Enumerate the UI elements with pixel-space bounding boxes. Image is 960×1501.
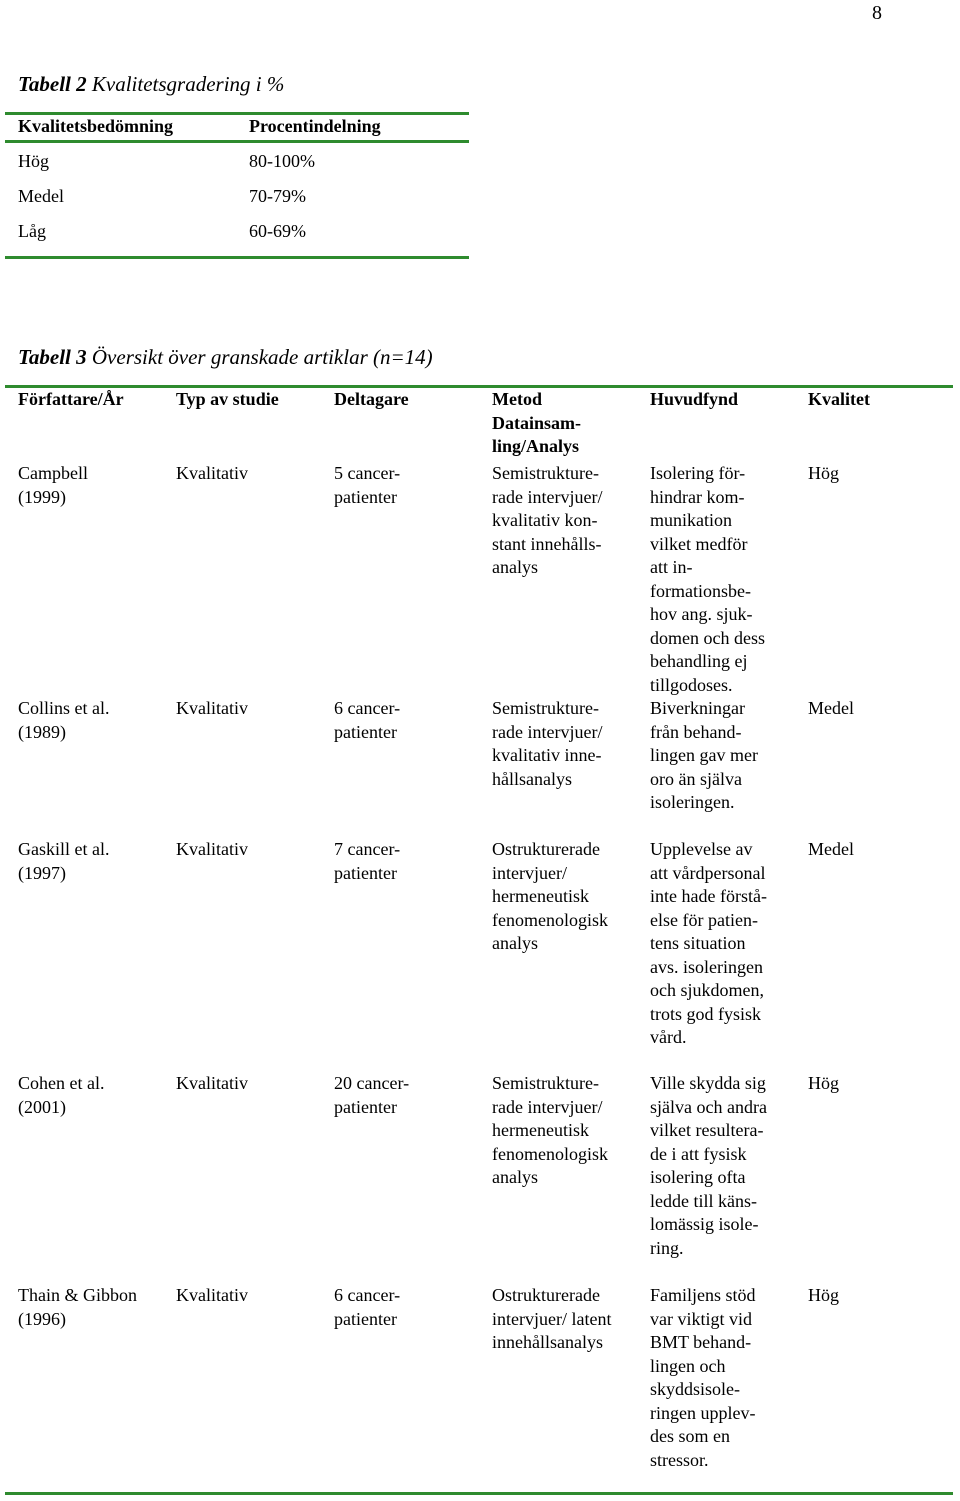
table3-cell-finding: Ville skydda sig själva och andra vilket resultera- de i att fysisk isolering ofta ledde till käns- lomässig isole- ring. xyxy=(650,1073,767,1258)
table2-bottom-rule xyxy=(5,256,469,259)
table2-title: Kvalitetsgradering i % xyxy=(91,72,285,96)
table3-cell-quality: Medel xyxy=(808,839,854,859)
table3-cell-type: Kvalitativ xyxy=(176,463,248,483)
table3-cell-method: Semistrukture- rade intervjuer/ kvalitativ inne- hållsanalys xyxy=(492,698,603,789)
table3-cell-finding: Upplevelse av att vårdpersonal inte hade förstå- else för patien- tens situation avs. isoleringen och sjukdomen, trots god fysisk vård. xyxy=(650,839,767,1047)
table2-row-label: Hög xyxy=(18,151,49,171)
table2-row-label: Låg xyxy=(18,221,46,241)
table3-header-quality: Kvalitet xyxy=(808,389,870,409)
table3-cell-type: Kvalitativ xyxy=(176,1073,248,1093)
table3-header-finding: Huvudfynd xyxy=(650,389,739,409)
table3-cell-quality: Medel xyxy=(808,698,854,718)
table3-cell-author: Gaskill et al. (1997) xyxy=(18,839,110,883)
table3-cell-method: Ostrukturerade intervjuer/ latent innehållsanalys xyxy=(492,1285,612,1352)
table3-cell-participants: 20 cancer- patienter xyxy=(334,1073,410,1117)
table2-label: Tabell 2 xyxy=(18,72,87,96)
table3-cell-participants: 6 cancer- patienter xyxy=(334,698,401,742)
table3-cell-method: Ostrukturerade intervjuer/ hermeneutisk fenomenologisk analys xyxy=(492,839,608,953)
table2-caption xyxy=(18,72,284,97)
table3-caption xyxy=(18,345,433,370)
table3-cell-type: Kvalitativ xyxy=(176,1285,248,1305)
table3-bottom-rule xyxy=(5,1492,953,1495)
table3-cell-author: Cohen et al. (2001) xyxy=(18,1073,105,1117)
table2-row-value: 60-69% xyxy=(249,221,306,241)
table3-cell-author: Thain & Gibbon (1996) xyxy=(18,1285,137,1329)
table3-header-author: Författare/År xyxy=(18,389,124,409)
table3-cell-method: Semistrukture- rade intervjuer/ kvalitativ kon- stant innehålls- analys xyxy=(492,463,603,577)
table3-cell-finding: Isolering för- hindrar kom- munikation vilket medför att in- formationsbe- hov ang. sjuk- domen och dess behandling ej tillgodoses. xyxy=(650,463,765,695)
table3-label: Tabell 3 xyxy=(18,345,87,369)
table3-cell-quality: Hög xyxy=(808,1285,839,1305)
table2-row-label: Medel xyxy=(18,186,64,206)
table3-cell-author: Campbell (1999) xyxy=(18,463,88,507)
table3-header-method: Metod Datainsam- ling/Analys xyxy=(492,389,581,456)
table3-cell-participants: 7 cancer- patienter xyxy=(334,839,401,883)
table3-title: Översikt över granskade artiklar (n=14) xyxy=(91,345,433,369)
table2-header-percent: Procentindelning xyxy=(249,116,381,136)
table2-header-quality: Kvalitetsbedömning xyxy=(18,116,174,136)
table2-row-value: 80-100% xyxy=(249,151,315,171)
table3-cell-quality: Hög xyxy=(808,1073,839,1093)
table3-cell-quality: Hög xyxy=(808,463,839,483)
table3-cell-type: Kvalitativ xyxy=(176,839,248,859)
table3-cell-participants: 6 cancer- patienter xyxy=(334,1285,401,1329)
page-number: 8 xyxy=(872,2,882,24)
table2-row-value: 70-79% xyxy=(249,186,306,206)
table2-top-rule xyxy=(5,112,469,115)
table3-cell-participants: 5 cancer- patienter xyxy=(334,463,401,507)
table3-header-participants: Deltagare xyxy=(334,389,409,409)
table3-cell-finding: Familjens stöd var viktigt vid BMT behand- lingen och skyddsisole- ringen upplev- des som en stressor. xyxy=(650,1285,756,1470)
table3-cell-author: Collins et al. (1989) xyxy=(18,698,110,742)
table3-cell-type: Kvalitativ xyxy=(176,698,248,718)
table3-header-type: Typ av studie xyxy=(176,389,279,409)
table2-header-rule xyxy=(5,140,469,143)
table3-cell-finding: Biverkningar från behand- lingen gav mer oro än själva isoleringen. xyxy=(650,698,758,812)
table3-cell-method: Semistrukture- rade intervjuer/ hermeneutisk fenomenologisk analys xyxy=(492,1073,608,1187)
